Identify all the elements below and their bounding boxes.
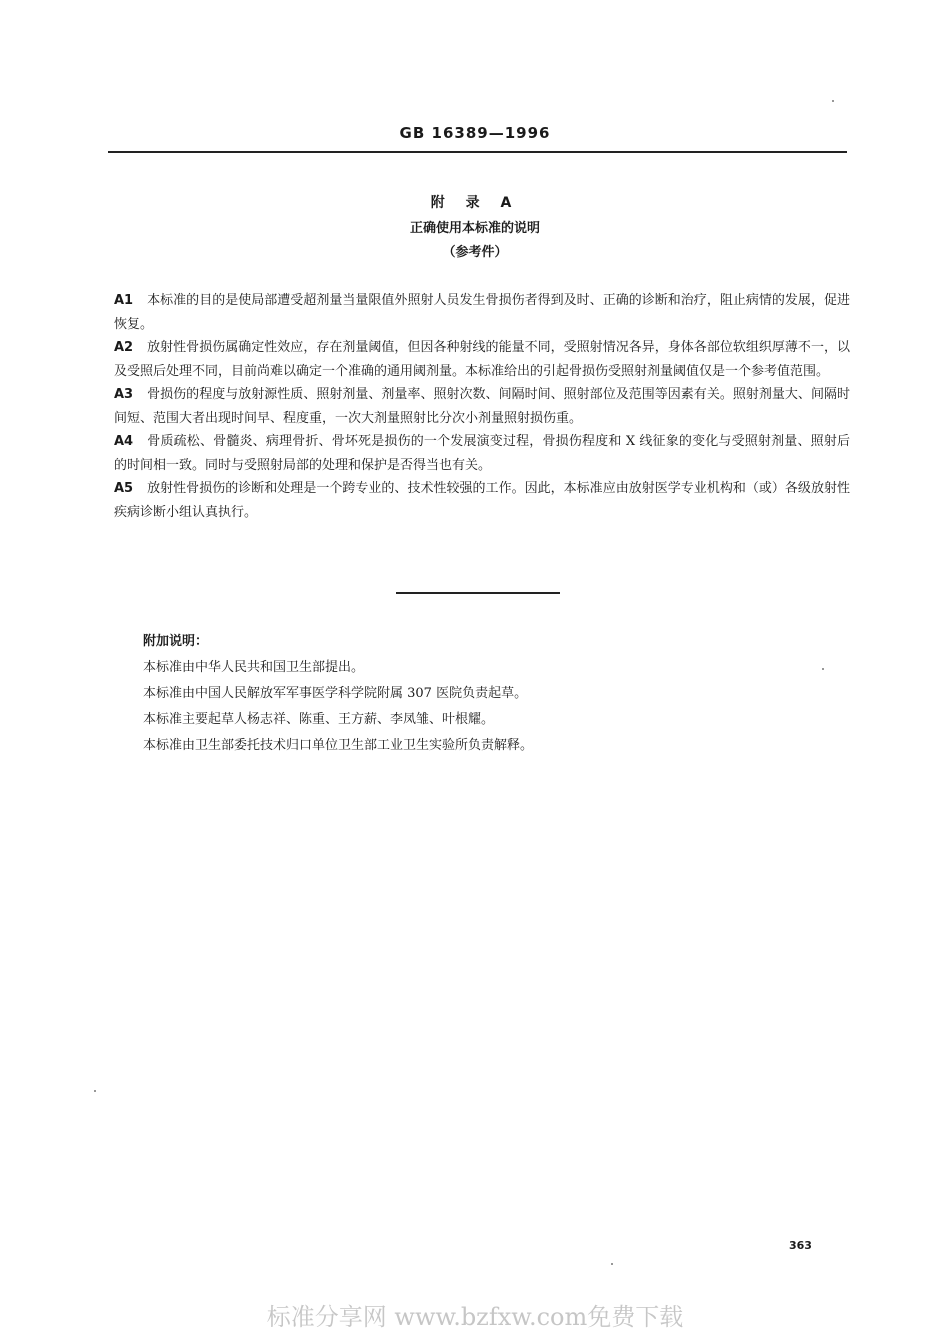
section-divider [396,592,560,594]
scan-speck [832,100,834,102]
clause-a3 [114,383,850,430]
watermark: 标准分享网 www.bzfxw.com免费下载 [266,1303,684,1331]
scan-speck [94,1090,96,1092]
standard-code: GB 16389—1996 [399,124,551,142]
additional-line: 本标准由中国人民解放军军事医学科学院附属 307 医院负责起草。 [143,686,528,701]
appendix-title: 附 录 A [430,195,520,211]
additional-line: 本标准主要起草人杨志祥、陈重、王方薪、李凤雏、叶根耀。 [143,712,495,727]
clause-number: A3 [114,387,134,402]
clause-text: 放射性骨损伤属确定性效应，存在剂量阈值，但因各种射线的能量不同，受照射情况各异，身体各部位软组织厚薄不一，以及受照后处理不同，目前尚难以确定一个准确的通用阈剂量。本标准给出的引起骨损伤受照射剂量阈值仅是一个参考值范围。 [114,340,850,379]
clause-a2 [114,336,850,383]
clause-text: 骨质疏松、骨髓炎、病理骨折、骨坏死是损伤的一个发展演变过程，骨损伤程度和 X 线征象的变化与受照射剂量、照射后的时间相一致。同时与受照射局部的处理和保护是否得当也有关。 [114,434,850,473]
clause-number: A4 [114,434,134,449]
clause-list [114,289,850,524]
additional-notes [143,629,843,759]
clause-a1 [114,289,850,336]
header-rule [108,151,847,153]
clause-number: A1 [114,293,134,308]
clause-text: 放射性骨损伤的诊断和处理是一个跨专业的、技术性较强的工作。因此，本标准应由放射医学专业机构和（或）各级放射性疾病诊断小组认真执行。 [114,481,850,520]
appendix-subtitle: 正确使用本标准的说明 [409,221,540,236]
clause-a5 [114,477,850,524]
clause-a4 [114,430,850,477]
clause-text: 本标准的目的是使局部遭受超剂量当量限值外照射人员发生骨损伤者得到及时、正确的诊断和治疗，阻止病情的发展，促进恢复。 [114,293,850,332]
additional-line: 本标准由卫生部委托技术归口单位卫生部工业卫生实验所负责解释。 [143,738,534,753]
scan-speck [611,1263,613,1265]
clause-number: A5 [114,481,134,496]
clause-text: 骨损伤的程度与放射源性质、照射剂量、剂量率、照射次数、间隔时间、照射部位及范围等因素有关。照射剂量大、间隔时间短、范围大者出现时间早、程度重，一次大剂量照射比分次小剂量照射损伤重。 [114,387,850,426]
additional-line: 本标准由中华人民共和国卫生部提出。 [143,660,365,675]
scan-speck [822,668,824,670]
additional-heading: 附加说明： [143,634,209,649]
clause-number: A2 [114,340,134,355]
appendix-note: （参考件） [442,245,508,260]
page-number: 363 [789,1239,812,1252]
